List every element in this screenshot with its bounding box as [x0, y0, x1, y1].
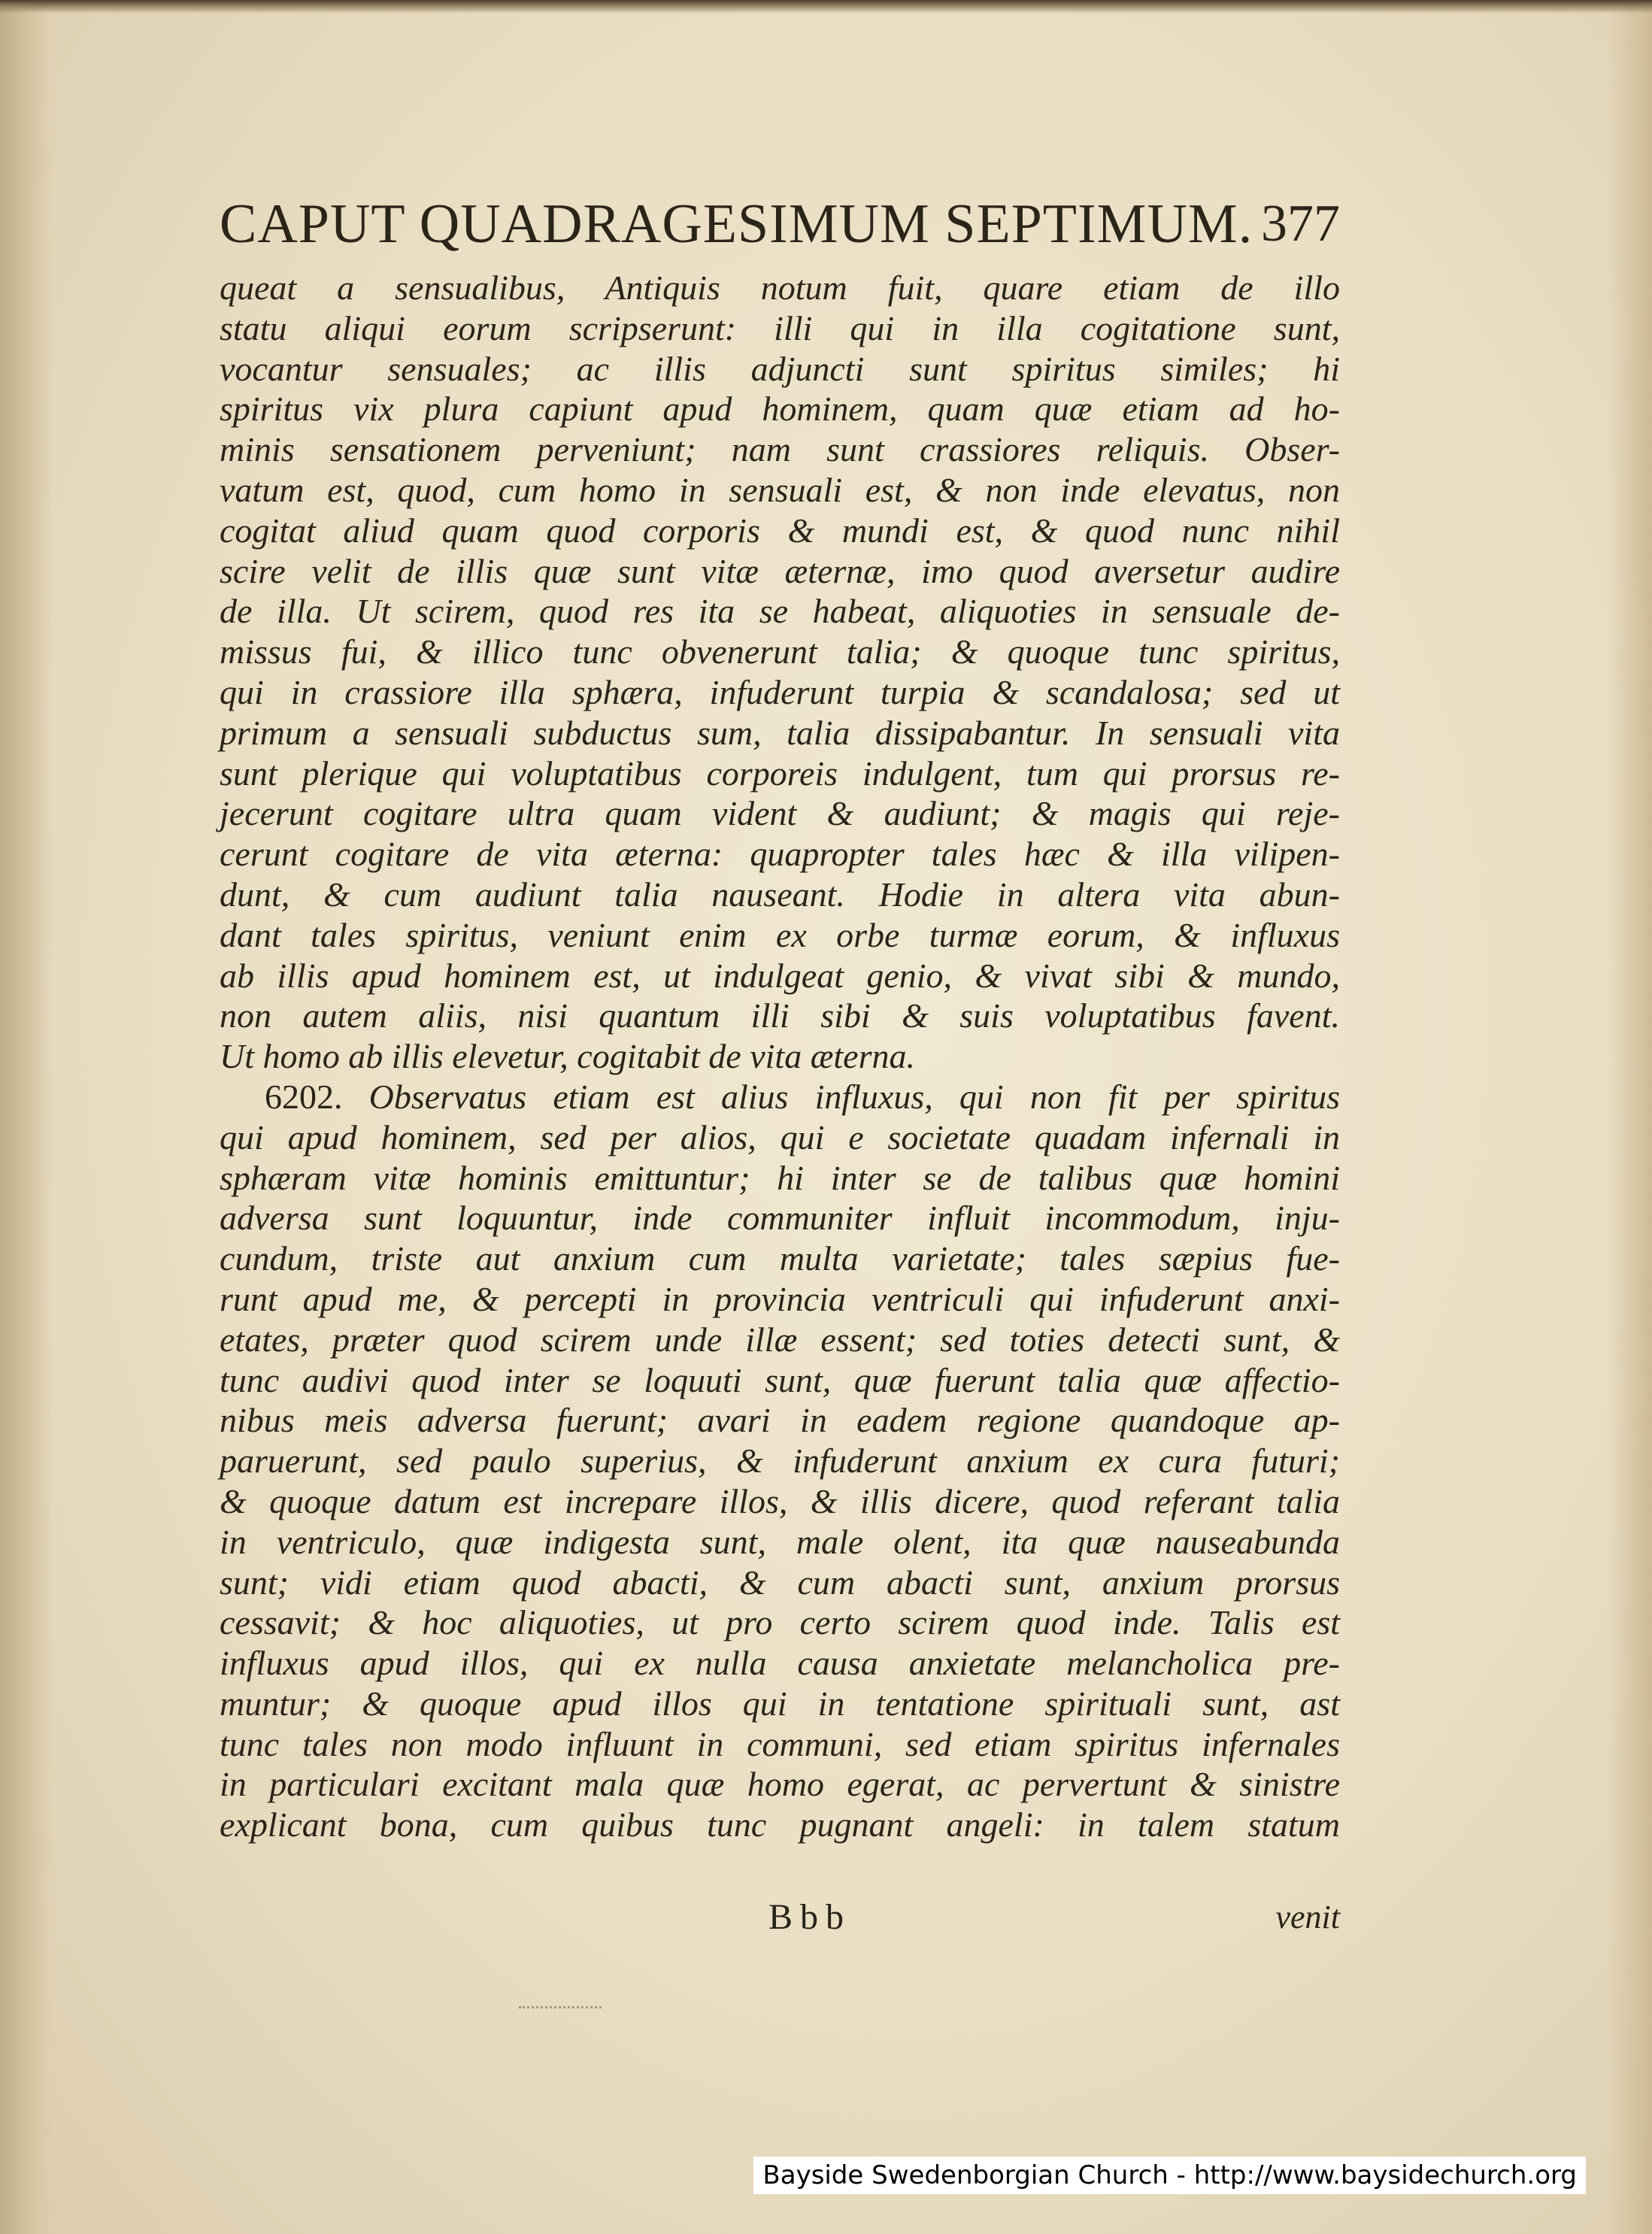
text-line: Ut homo ab illis elevetur, cogitabit de vita æterna. [220, 1037, 915, 1076]
text-line: jecerunt cogitare ultra quam vident & audiunt; & magis qui reje- [220, 794, 1340, 833]
text-line: adversa sunt loquuntur, inde communiter influit incommodum, inju- [220, 1199, 1340, 1238]
paragraph-number: 6202. [265, 1077, 343, 1116]
running-head [220, 188, 1340, 260]
text-line: cerunt cogitare de vita æterna: quapropter tales hæc & illa vilipen- [220, 835, 1340, 874]
text-line: scire velit de illis quæ sunt vitæ æternæ, imo quod aversetur audire [220, 551, 1340, 590]
text-line: influxus apud illos, qui ex nulla causa anxietate melancholica pre- [220, 1644, 1340, 1683]
page-edge-left [0, 0, 53, 2234]
page-number: 377 [1261, 195, 1340, 253]
paragraph-first-line [220, 1077, 1340, 1117]
text-line: cessavit; & hoc aliquoties, ut pro certo scirem quod inde. Talis est [220, 1603, 1340, 1642]
text-line: cundum, triste aut anxium cum multa varietate; tales sæpius fue- [220, 1239, 1340, 1278]
running-title: CAPUT QUADRAGESIMUM SEPTIMUM. [220, 193, 1253, 255]
text-line: tunc tales non modo influunt in communi, sed etiam spiritus infernales [220, 1724, 1340, 1763]
text-line: qui in crassiore illa sphæra, infuderunt turpia & scandalosa; sed ut [220, 672, 1340, 711]
text-line: ab illis apud hominem est, ut indulgeat genio, & vivat sibi & mundo, [220, 956, 1340, 995]
text-line: missus fui, & illico tunc obvenerunt talia; & quoque tunc spiritus, [220, 632, 1340, 671]
text-line: muntur; & quoque apud illos qui in tentatione spirituali sunt, ast [220, 1684, 1340, 1723]
watermark-banner: Bayside Swedenborgian Church - http://www.baysidechurch.org [753, 2157, 1586, 2194]
text-line: sunt plerique qui voluptatibus corporeis indulgent, tum qui prorsus re- [220, 753, 1340, 793]
body-text [220, 268, 1340, 1845]
paper-specks [519, 2002, 602, 2008]
text-line: sphæram vitæ hominis emittuntur; hi inter se de talibus quæ homini [220, 1158, 1340, 1197]
text-line: paruerunt, sed paulo superius, & infuderunt anxium ex cura futuri; [220, 1441, 1340, 1481]
page-edge-right [1607, 0, 1652, 2234]
text-line: minis sensationem perveniunt; nam sunt crassiores reliquis. Obser- [220, 430, 1340, 469]
text-line: statu aliqui eorum scripserunt: illi qui in illa cogitatione sunt, [220, 308, 1340, 347]
text-line: cogitat aliud quam quod corporis & mundi est, & quod nunc nihil [220, 511, 1340, 550]
text-line: de illa. Ut scirem, quod res ita se habeat, aliquoties in sensuale de- [220, 592, 1340, 631]
page-edge-top [0, 0, 1652, 14]
text-line: etates, præter quod scirem unde illæ essent; sed toties detecti sunt, & [220, 1320, 1340, 1359]
text-line: & quoque datum est increpare illos, & illis dicere, quod referant talia [220, 1481, 1340, 1520]
text-line: spiritus vix plura capiunt apud hominem, quam quæ etiam ad ho- [220, 390, 1340, 429]
text-line: in ventriculo, quæ indigesta sunt, male olent, ita quæ nauseabunda [220, 1522, 1340, 1561]
text-line: nibus meis adversa fuerunt; avari in eadem regione quandoque ap- [220, 1401, 1340, 1440]
text-line: in particulari excitant mala quæ homo egerat, ac pervertunt & sinistre [220, 1765, 1340, 1804]
text-line: vocantur sensuales; ac illis adjuncti sunt spiritus similes; hi [220, 349, 1340, 388]
text-line: sunt; vidi etiam quod abacti, & cum abacti sunt, anxium prorsus [220, 1563, 1340, 1602]
text-line: vatum est, quod, cum homo in sensuali est, & non inde elevatus, non [220, 470, 1340, 509]
text-line: tunc audivi quod inter se loquuti sunt, quæ fuerunt talia quæ affectio- [220, 1360, 1340, 1399]
paragraph-first-line-text: Observatus etiam est alius influxus, qui non fit per spiritus [368, 1077, 1340, 1116]
text-line: queat a sensualibus, Antiquis notum fuit, quare etiam de illo [220, 268, 1340, 307]
text-line: non autem aliis, nisi quantum illi sibi & suis voluptatibus favent. [220, 996, 1340, 1035]
text-line: dant tales spiritus, veniunt enim ex orbe turmæ eorum, & influxus [220, 915, 1340, 954]
text-line: runt apud me, & percepti in provincia ventriculi qui infuderunt anxi- [220, 1279, 1340, 1318]
signature-mark: Bbb [768, 1897, 852, 1937]
text-line: dunt, & cum audiunt talia nauseant. Hodie in altera vita abun- [220, 875, 1340, 914]
catchword: venit [1275, 1899, 1340, 1935]
text-line: qui apud hominem, sed per alios, qui e societate quadam infernali in [220, 1117, 1340, 1156]
text-line: explicant bona, cum quibus tunc pugnant angeli: in talem statum [220, 1805, 1340, 1844]
text-line: primum a sensuali subductus sum, talia dissipabantur. In sensuali vita [220, 713, 1340, 752]
